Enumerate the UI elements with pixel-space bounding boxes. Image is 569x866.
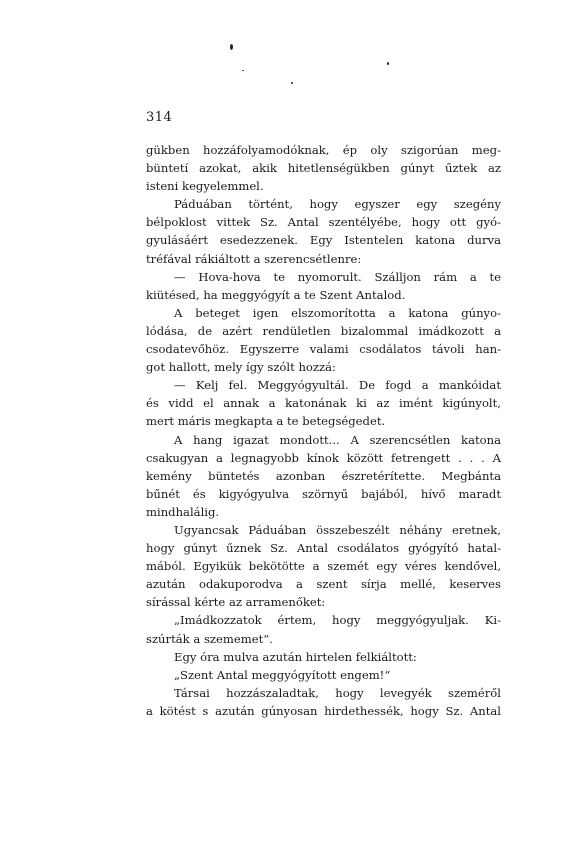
text-line: azután odakuporodva a szent sírja mellé, keserves xyxy=(146,577,501,592)
text-line: — Hova-hova te nyomorult. Szálljon rám a te xyxy=(174,269,501,284)
text-line: szúrták a szememet“. xyxy=(146,631,273,646)
text-line: hogy gúnyt űznek Sz. Antal csodálatos gyógyító hatal- xyxy=(146,541,501,556)
text-line: Ugyancsak Páduában összebeszélt néhány eretnek, xyxy=(174,522,501,537)
text-line: és vidd el annak a katonának ki az imént kigúnyolt, xyxy=(146,396,501,411)
text-line: büntetí azokat, akik hitetlenségükben gúnyt űztek az xyxy=(146,161,501,176)
ink-speck xyxy=(242,70,244,71)
text-line: Páduában történt, hogy egyszer egy szegény xyxy=(174,197,501,212)
text-line: a kötést s azután gúnyosan hirdethessék, hogy Sz. Antal xyxy=(146,703,501,718)
text-line: A hang igazat mondott... A szerencsétlen katona xyxy=(174,432,501,447)
text-line: sírással kérte az arramenőket: xyxy=(146,595,326,610)
text-line: mindhalálig. xyxy=(146,504,220,519)
text-line: mából. Egyikük bekötötte a szemét egy véres kendővel, xyxy=(146,559,501,574)
text-line: — Kelj fel. Meggyógyultál. De fogd a mankóidat xyxy=(174,378,501,393)
text-line: A beteget igen elszomorította a katona gúnyo- xyxy=(174,305,501,320)
text-line: Egy óra mulva azután hirtelen felkiáltott: xyxy=(174,649,417,664)
ink-speck xyxy=(230,44,233,50)
text-line: tréfával rákiáltott a szerencsétlenre: xyxy=(146,251,362,266)
ink-speck xyxy=(387,62,389,65)
text-line: Társai hozzászaladtak, hogy levegyék szeméről xyxy=(174,685,501,700)
text-line: csakugyan a legnagyobb kínok között fetrengett . . . A xyxy=(146,450,501,465)
text-line: „Imádkozzatok értem, hogy meggyógyuljak. Ki- xyxy=(174,613,501,628)
body-text xyxy=(146,141,501,720)
text-line: got hallott, mely így szólt hozzá: xyxy=(146,360,336,375)
text-line: lódása, de azért rendületlen bizalommal imádkozott a xyxy=(146,323,501,338)
text-line: gükben hozzáfolyamodóknak, ép oly szigorúan meg- xyxy=(146,143,501,157)
text-line: csodatevőhöz. Egyszerre valami csodálatos távoli han- xyxy=(146,342,501,357)
text-line: mert máris megkapta a te betegségedet. xyxy=(146,414,386,429)
text-line: „Szent Antal meggyógyított engem!“ xyxy=(174,667,391,682)
text-line: bélpoklost vittek Sz. Antal szentélyébe, hogy ott gyó- xyxy=(146,215,501,230)
text-line: bűnét és kigyógyulva szörnyű bajából, hívő maradt xyxy=(146,486,501,501)
text-line: kemény büntetés azonban észretérítette. Megbánta xyxy=(146,468,501,483)
text-line: gyulásáért esedezzenek. Egy Istentelen katona durva xyxy=(146,233,501,248)
ink-speck xyxy=(291,82,293,84)
text-line: isteni kegyelemmel. xyxy=(146,179,264,194)
text-line: kiütésed, ha meggyógyít a te Szent Antalod. xyxy=(146,287,406,302)
page-number: 314 xyxy=(146,110,173,125)
